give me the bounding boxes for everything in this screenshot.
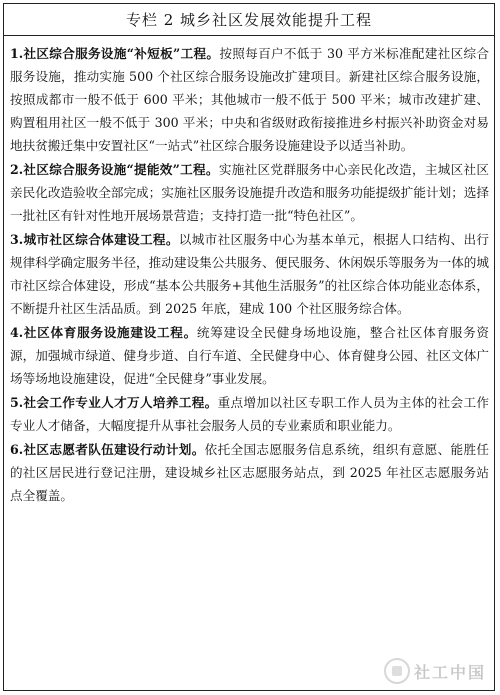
project-heading: 3.城市社区综合体建设工程。 (10, 232, 179, 247)
project-item-6 (10, 438, 489, 507)
project-text: 按照每百户不低于 30 平方米标准配建社区综合服务设施，推动实施 500 个社区综合服务设施改扩建项目。新建社区综合服务设施，按照成都市一般不低于 600 平米；其他城市一般不低于 500 平米；城市改建扩建、购置租用社区一般不低于 300 平米；中央和省级财政衔接推进乡村振兴补助资金对易地扶贫搬迁集中安置社区“一站式”社区综合服务设施建设予以适当补助。 (10, 46, 489, 153)
project-text: 依托全国志愿服务信息系统，组织有意愿、能胜任的社区居民进行登记注册，建设城乡社区志愿服务站点，到 2025 年社区志愿服务站点全覆盖。 (10, 442, 489, 503)
column-title: 专栏 2 城乡社区发展效能提升工程 (4, 4, 494, 36)
project-item-1 (10, 42, 489, 157)
column-box (3, 3, 495, 691)
project-heading: 5.社会工作专业人才万人培养工程。 (10, 395, 218, 410)
logo-seal-icon (384, 658, 410, 684)
project-text: 重点增加以社区专职工作人员为主体的社会工作专业人才储备，大幅度提升从事社会服务人员的专业素质和职业能力。 (10, 395, 490, 433)
project-heading: 4.社区体育服务设施建设工程。 (10, 325, 197, 340)
watermark (384, 658, 486, 684)
project-heading: 6.社区志愿者队伍建设行动计划。 (10, 442, 205, 457)
project-text: 统筹建设全民健身场地设施，整合社区体育服务资源，加强城市绿道、健身步道、自行车道、全民健身中心、体育健身公园、社区文体广场等场地设施建设，促进“全民健身”事业发展。 (10, 325, 490, 386)
project-heading: 1.社区综合服务设施“补短板”工程。 (10, 46, 220, 61)
project-item-4 (10, 321, 489, 390)
project-heading: 2.社区综合服务设施“提能效”工程。 (10, 162, 219, 177)
column-content (4, 36, 494, 507)
project-text: 实施社区党群服务中心亲民化改造，主城区社区亲民化改造验收全部完成；实施社区服务设施提升改造和服务功能提级扩能计划；选择一批社区有针对性地开展场景营造；支持打造一批“特色社区”。 (10, 162, 489, 223)
watermark-text: 社工中国 (413, 662, 486, 682)
project-item-5 (10, 391, 489, 437)
project-item-3 (10, 228, 489, 320)
project-text: 以城市社区服务中心为基本单元，根据人口结构、出行规律科学确定服务半径，推动建设集公共服务、便民服务、休闲娱乐等服务为一体的城市社区综合体建设，形成“基本公共服务+其他生活服务”的社区综合体功能业态体系，不断提升社区生活品质。到 2025 年底，建成 100 个社区服务综合体。 (10, 232, 489, 316)
project-item-2 (10, 158, 489, 227)
